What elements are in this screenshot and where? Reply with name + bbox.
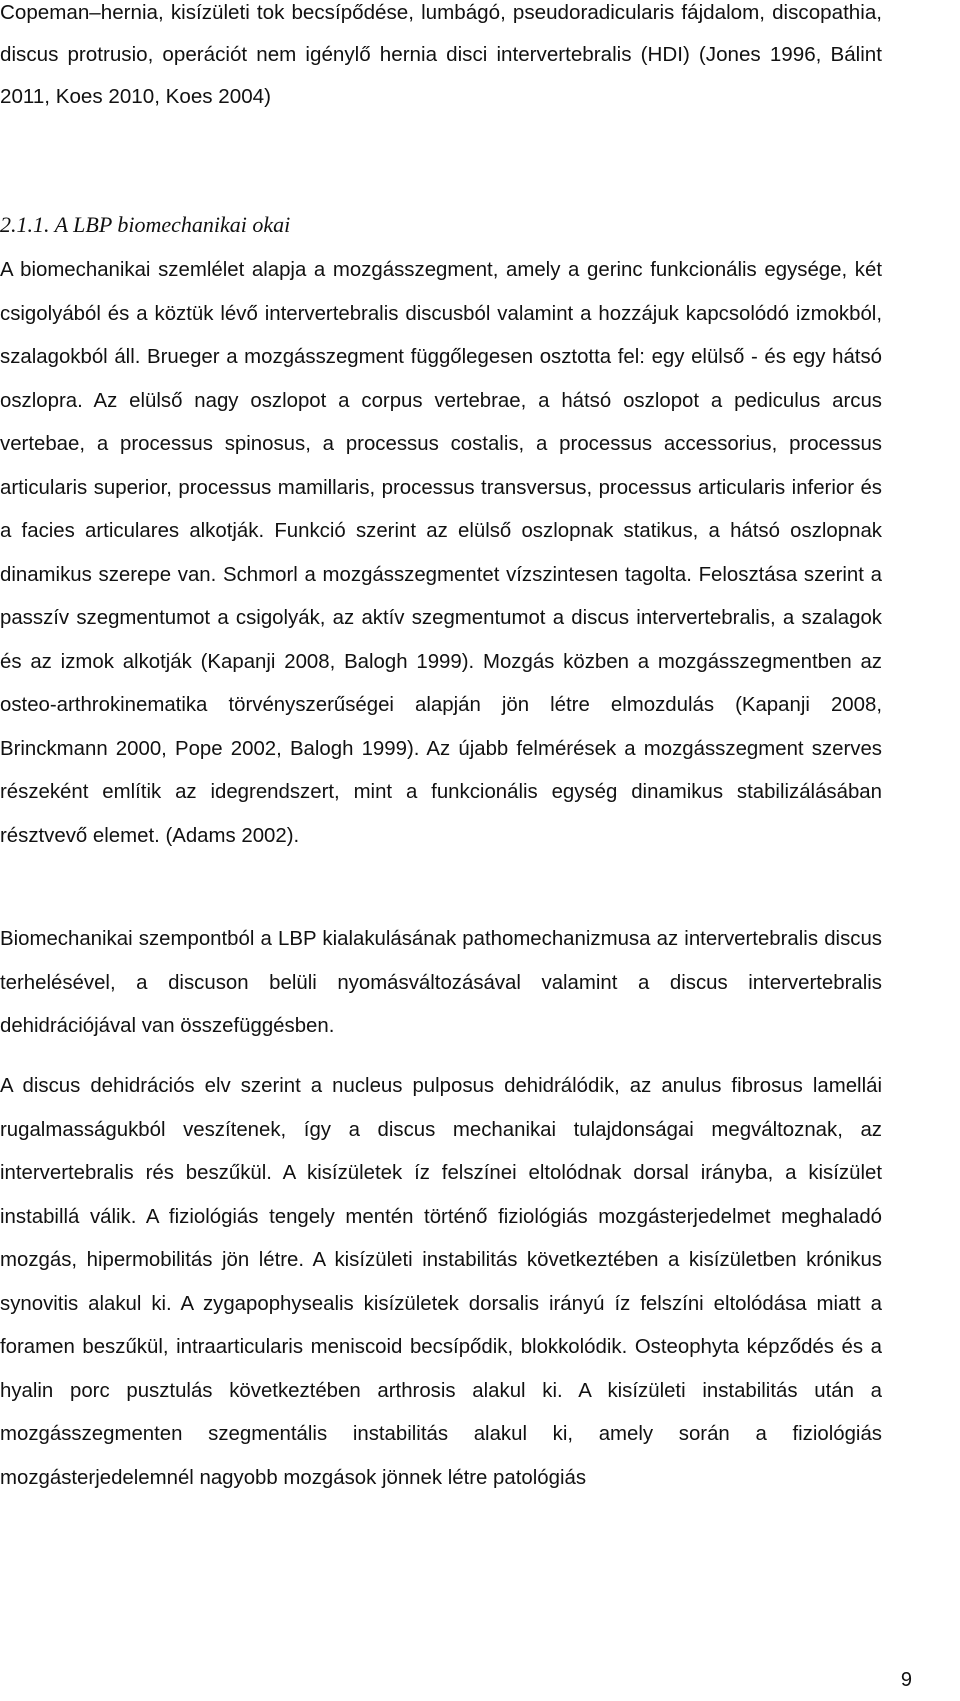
body-paragraph-2: Biomechanikai szempontból a LBP kialakulásának pathomechanizmusa az intervertebralis discus terhelésével, a discuson belüli nyomásváltozásával valamint a discus intervertebralis dehidrációjával van összefüggésben. (0, 928, 882, 1037)
section-heading: 2.1.1. A LBP biomechanikai okai (0, 212, 291, 237)
intro-paragraph: Copeman–hernia, kisízületi tok becsípődése, lumbágó, pseudoradicularis fájdalom, discopathia, discus protrusio, operációt nem igénylő hernia disci intervertebralis (HDI) (Jones 1996, Bálint 2011, Koes 2010, Koes 2004) (0, 1, 882, 108)
body-paragraph-3: A discus dehidrációs elv szerint a nucleus pulposus dehidrálódik, az anulus fibrosus lamellái rugalmasságukból veszítenek, így a discus mechanikai tulajdonságai megváltoznak, az intervertebralis rés beszűkül. A kisízületek íz felszínei eltolódnak dorsal irányba, a kisízület instabillá válik. A fiziológiás tengely mentén történő fiziológiás mozgásterjedelmet meghaladó mozgás, hipermobilitás jön létre. A kisízületi instabilitás következtében a kisízületben krónikus synovitis alakul ki. A zygapophysealis kisízületek dorsalis irányú íz felszíni eltolódása miatt a foramen beszűkül, intraarticularis meniscoid becsípődik, blokkolódik. Osteophyta képződés és a hyalin porc pusztulás következtében arthrosis alakul ki. A kisízületi instabilitás után a mozgásszegmenten szegmentális instabilitás alakul ki, amely során a fiziológiás mozgásterjedelemnél nagyobb mozgások jönnek létre patológiás (0, 1075, 882, 1489)
body-paragraph-1: A biomechanikai szemlélet alapja a mozgásszegment, amely a gerinc funkcionális egysége, két csigolyából és a köztük lévő intervertebralis discusból valamint a hozzájuk kapcsolódó izmokból, szalagokból áll. Brueger a mozgásszegment függőlegesen osztotta fel: egy elülső - és egy hátsó oszlopra. Az elülső nagy oszlopot a corpus vertebrae, a hátsó oszlopot a pediculus arcus vertebae, a processus spinosus, a processus costalis, a processus accessorius, processus articularis superior, processus mamillaris, processus transversus, processus articularis inferior és a facies articulares alkotják. Funkció szerint az elülső oszlopnak statikus, a hátsó oszlopnak dinamikus szerepe van. Schmorl a mozgásszegmentet vízszintesen tagolta. Felosztása szerint a passzív szegmentumot a csigolyák, az aktív szegmentumot a discus intervertebralis, a szalagok és az izmok alkotják (Kapanji 2008, Balogh 1999). Mozgás közben a mozgásszegmentben az osteo-arthrokinematika törvényszerűségei alapján jön létre elmozdulás (Kapanji 2008, Brinckmann 2000, Pope 2002, Balogh 1999). Az újabb felmérések a mozgásszegment szerves részeként említik az idegrendszert, mint a funkcionális egység dinamikus stabilizálásában résztvevő elemet. (Adams 2002). (0, 259, 882, 847)
page-number: 9 (900, 1669, 912, 1691)
